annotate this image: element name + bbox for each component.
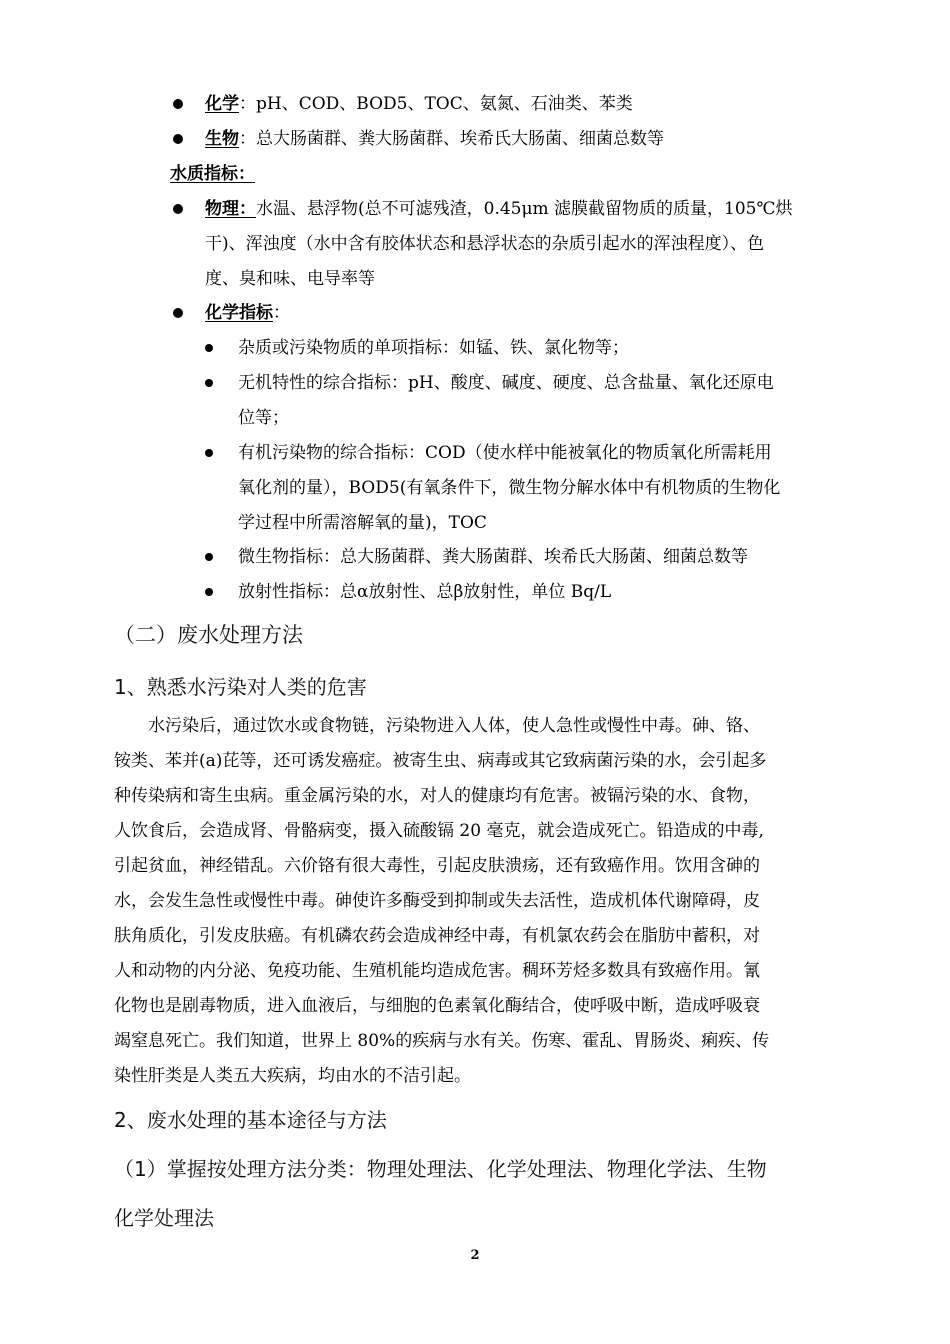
sub-bullet-icon — [205, 553, 213, 561]
physical-label: 物理： — [205, 199, 256, 219]
paragraph-line: 种传染病和寄生虫病。重金属污染的水，对人的健康均有危害。被镉污染的水、食物， — [114, 786, 760, 806]
paragraph-line: 竭窒息死亡。我们知道，世界上 80%的疾病与水有关。伤寒、霍乱、胃肠炎、痢疾、传 — [114, 1031, 770, 1051]
subsection-item-line: （1）掌握按处理方法分类：物理处理法、化学处理法、物理化学法、生物 — [114, 1157, 767, 1181]
subsection-title-2: 2、废水处理的基本途径与方法 — [114, 1108, 387, 1132]
section-title: （二）废水处理方法 — [114, 623, 303, 647]
chemical-item: 无机特性的综合指标：pH、酸度、碱度、硬度、总含盐量、氧化还原电 — [238, 373, 774, 393]
paragraph-line: 肤角质化，引发皮肤癌。有机磷农药会造成神经中毒，有机氯农药会在脂肪中蓄积，对 — [114, 926, 760, 946]
chemical-item-cont: 学过程中所需溶解氧的量)，TOC — [238, 513, 487, 533]
physical-line-3: 度、臭和味、电导率等 — [205, 269, 375, 289]
chemical-item: 有机污染物的综合指标：COD（使水样中能被氧化的物质氧化所需耗用 — [238, 443, 772, 463]
bullet-icon — [173, 308, 183, 318]
bullet-chemistry: 化学：pH、COD、BOD5、TOC、氨氮、石油类、苯类 — [205, 94, 633, 114]
chemical-item-cont: 氧化剂的量），BOD5(有氧条件下，微生物分解水体中有机物质的生物化 — [238, 478, 781, 498]
paragraph-line: 水，会发生急性或慢性中毒。砷使许多酶受到抑制或失去活性，造成机体代谢障碍，皮 — [114, 891, 760, 911]
chemical-item: 微生物指标：总大肠菌群、粪大肠菌群、埃希氏大肠菌、细菌总数等 — [238, 547, 748, 567]
bullet-biology: 生物：总大肠菌群、粪大肠菌群、埃希氏大肠菌、细菌总数等 — [205, 129, 664, 149]
sub-bullet-icon — [205, 449, 213, 457]
sub-bullet-icon — [205, 344, 213, 352]
paragraph-line: 水污染后，通过饮水或食物链，污染物进入人体，使人急性或慢性中毒。砷、铬、 — [148, 716, 760, 736]
water-quality-heading: 水质指标： — [170, 164, 255, 184]
bullet-label: 化学 — [205, 94, 239, 114]
chemical-item: 放射性指标：总α放射性、总β放射性，单位 Bq/L — [238, 582, 612, 602]
physical-line-1: 物理：水温、悬浮物(总不可滤残渣，0.45μm 滤膜截留物质的质量，105℃烘 — [205, 199, 793, 219]
bullet-icon — [173, 204, 183, 214]
page-number: 2 — [470, 1248, 480, 1263]
paragraph-line: 铵类、苯并(a)芘等，还可诱发癌症。被寄生虫、病毒或其它致病菌污染的水，会引起多 — [114, 751, 767, 771]
bullet-text: pH、COD、BOD5、TOC、氨氮、石油类、苯类 — [256, 94, 633, 114]
paragraph-line: 人饮食后，会造成肾、骨骼病变，摄入硫酸镉 20 毫克，就会造成死亡。铅造成的中毒, — [114, 821, 764, 841]
subsection-title-1: 1、熟悉水污染对人类的危害 — [114, 675, 367, 699]
bullet-label: 生物 — [205, 129, 239, 149]
chemical-label: 化学指标 — [205, 303, 273, 323]
paragraph-line: 引起贫血，神经错乱。六价铬有很大毒性，引起皮肤溃疡，还有致癌作用。饮用含砷的 — [114, 856, 760, 876]
sub-bullet-icon — [205, 588, 213, 596]
chemical-heading: 化学指标： — [205, 303, 290, 323]
paragraph-line: 染性肝类是人类五大疾病，均由水的不洁引起。 — [114, 1066, 471, 1086]
bullet-text: 总大肠菌群、粪大肠菌群、埃希氏大肠菌、细菌总数等 — [256, 129, 664, 149]
physical-line-2: 干)、浑浊度（水中含有胶体状态和悬浮状态的杂质引起水的浑浊程度）、色 — [205, 234, 765, 254]
chemical-item: 杂质或污染物质的单项指标：如锰、铁、氯化物等； — [238, 338, 629, 358]
chemical-item-cont: 位等； — [238, 408, 289, 428]
bullet-icon — [173, 134, 183, 144]
subsection-item-line: 化学处理法 — [114, 1206, 214, 1230]
bullet-icon — [173, 99, 183, 109]
sub-bullet-icon — [205, 379, 213, 387]
paragraph-line: 化物也是剧毒物质，进入血液后，与细胞的色素氧化酶结合，使呼吸中断，造成呼吸衰 — [114, 996, 760, 1016]
paragraph-line: 人和动物的内分泌、免疫功能、生殖机能均造成危害。稠环芳烃多数具有致癌作用。氰 — [114, 961, 760, 981]
